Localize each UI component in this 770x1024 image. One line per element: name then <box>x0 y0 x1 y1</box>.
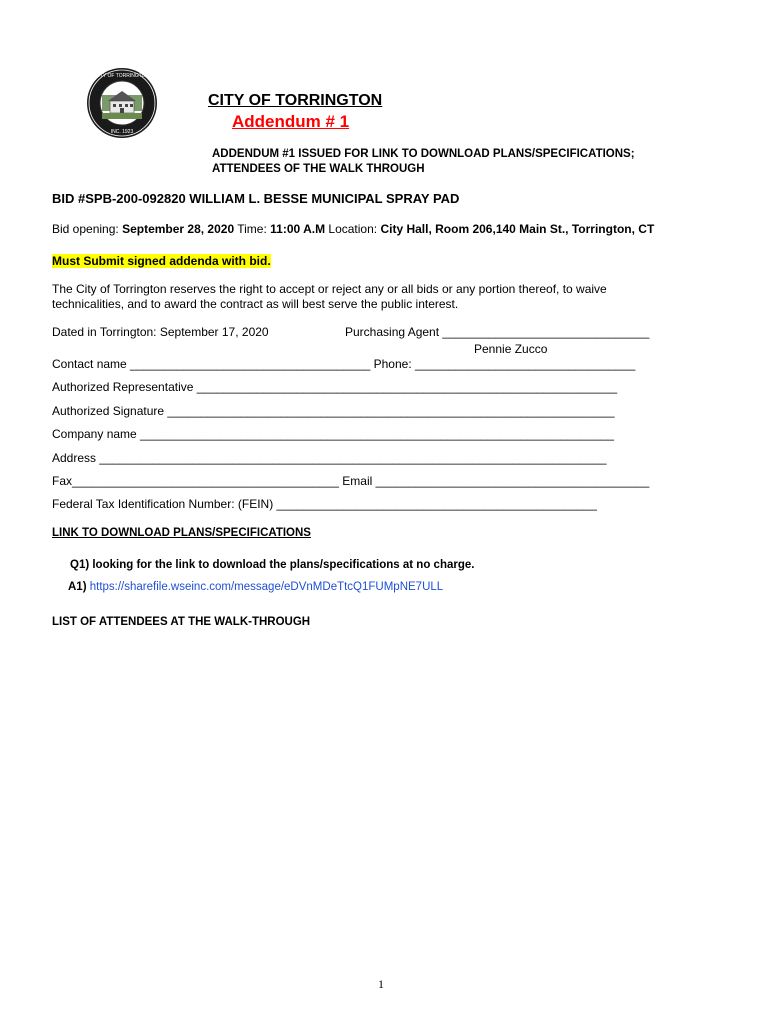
svg-text:CITY OF TORRINGTON: CITY OF TORRINGTON <box>94 73 150 79</box>
city-title: CITY OF TORRINGTON <box>208 92 383 109</box>
dated-text: Dated in Torrington: September 17, 2020 <box>52 325 269 339</box>
bid-opening-label: Bid opening: <box>52 222 123 236</box>
bid-opening-line <box>52 222 654 236</box>
bid-opening-date: September 28, 2020 <box>122 222 235 236</box>
disclaimer-line-1: The City of Torrington reserves the right to accept or reject any or all bids or any portion thereof, to waive <box>52 282 607 296</box>
city-seal-logo <box>86 67 158 139</box>
download-link[interactable]: https://sharefile.wseinc.com/message/eDVnMDeTtcQ1FUMpNE7ULL <box>89 581 444 593</box>
answer-1 <box>68 581 443 593</box>
bid-time: 11:00 A.M <box>270 222 326 236</box>
addendum-title: Addendum # 1 <box>232 112 350 131</box>
fax-email-field: Fax________________________________________ Email _________________________________________ <box>52 474 650 488</box>
time-label: Time: <box>234 222 271 236</box>
agent-name: Pennie Zucco <box>474 342 548 356</box>
question-1: Q1) looking for the link to download the plans/specifications at no charge. <box>70 559 475 571</box>
disclaimer-line-2: technicalities, and to award the contract as will best serve the public interest. <box>52 297 459 311</box>
fein-field: Federal Tax Identification Number: (FEIN) ________________________________________________ <box>52 497 597 511</box>
location-label: Location: <box>325 222 381 236</box>
contact-phone-field: Contact name ____________________________________ Phone: _________________________________ <box>52 357 636 371</box>
svg-text:INC. 1923: INC. 1923 <box>110 129 134 135</box>
authorized-representative-field: Authorized Representative _______________________________________________________________ <box>52 380 618 394</box>
authorized-signature-field: Authorized Signature ___________________________________________________________________ <box>52 404 615 418</box>
subtitle-line-1: ADDENDUM #1 ISSUED FOR LINK TO DOWNLOAD PLANS/SPECIFICATIONS; <box>212 148 635 160</box>
address-field: Address ____________________________________________________________________________ <box>52 451 607 465</box>
page-number: 1 <box>378 977 384 991</box>
purchasing-agent-field: Purchasing Agent _______________________________ <box>345 325 650 339</box>
notice-line <box>52 254 271 268</box>
links-heading: LINK TO DOWNLOAD PLANS/SPECIFICATIONS <box>52 527 311 539</box>
answer-1-label: A1) <box>68 581 90 593</box>
subtitle-line-2: ATTENDEES OF THE WALK THROUGH <box>212 163 425 175</box>
bid-heading: BID #SPB-200-092820 WILLIAM L. BESSE MUNICIPAL SPRAY PAD <box>52 191 460 206</box>
bid-location: City Hall, Room 206,140 Main St., Torrington, CT <box>380 222 655 236</box>
company-name-field: Company name _______________________________________________________________________ <box>52 427 614 441</box>
attendees-heading: LIST OF ATTENDEES AT THE WALK-THROUGH <box>52 616 311 628</box>
signed-addenda-notice: Must Submit signed addenda with bid. <box>52 254 271 268</box>
